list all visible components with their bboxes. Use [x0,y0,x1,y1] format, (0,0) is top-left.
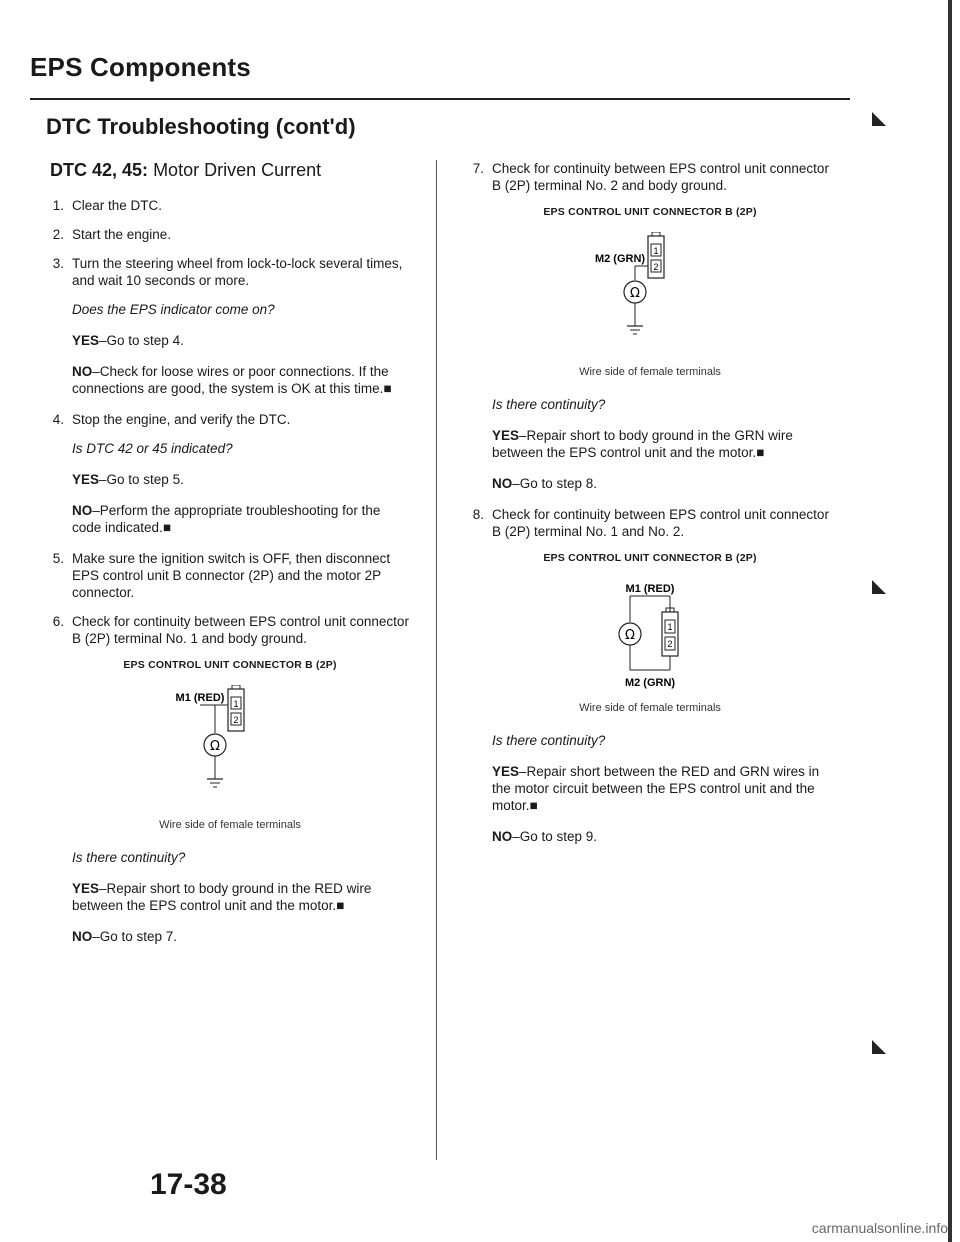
connector-diagram-step7 [470,232,830,362]
question-4: Is DTC 42 or 45 indicated? [72,441,233,456]
answer-yes-3: YES–Go to step 4. [72,333,184,348]
corner-mark-icon [872,112,886,126]
step-number: 5. [52,551,64,566]
answer-text: Go to step 8. [519,476,598,491]
answer-yes-7: YES–Repair short to body ground in the GRN wire between the EPS control unit and the motor.■ [492,428,793,460]
terminal-1: 1 [653,246,659,256]
answer-yes-8: YES–Repair short between the RED and GRN wires in the motor circuit between the EPS control unit and the motor.■ [492,764,820,813]
ground-icon [207,779,223,787]
yes-label: YES [72,881,100,896]
title-rule [30,98,850,100]
step-number: 2. [52,227,64,242]
no-label: NO [492,829,513,844]
terminal-2: 2 [667,639,673,649]
connector-title: EPS CONTROL UNIT CONNECTOR B (2P) [123,659,337,671]
ohmmeter-icon [624,281,646,303]
answer-yes-4: YES–Go to step 5. [72,472,184,487]
step-4 [50,411,410,428]
step-text: Check for continuity between EPS control unit connector B (2P) terminal No. 2 and body ground. [492,161,829,193]
answer-no-3: NO–Check for loose wires or poor connections. If the connections are good, the system is OK at this time.■ [72,364,392,396]
answer-text: Go to step 9. [519,829,598,844]
question-7: Is there continuity? [492,397,606,412]
ohmmeter-icon [619,623,641,645]
connector-caption: Wire side of female terminals [159,819,301,831]
connector-face-icon [662,608,678,656]
yes-label: YES [492,764,520,779]
connector-diagram-step6 [50,685,410,815]
column-divider [436,160,437,1160]
yes-label: YES [72,472,100,487]
terminal-2: 2 [233,715,239,725]
connector-caption: Wire side of female terminals [579,702,721,714]
connector-caption: Wire side of female terminals [579,366,721,378]
left-column [50,160,410,959]
ohm-symbol: Ω [210,739,220,754]
page-number: 17-38 [150,1168,227,1201]
step-number: 4. [52,412,64,427]
answer-text: Go to step 5. [106,472,184,487]
connector-face-icon [648,232,664,278]
question-6: Is there continuity? [72,850,186,865]
watermark: carmanualsonline.info [811,1220,948,1236]
corner-mark-icon [872,1040,886,1054]
right-column [470,160,830,859]
answer-no-7: NO–Go to step 8. [492,476,598,491]
terminal-1: 1 [667,622,673,632]
step-number: 6. [52,614,64,629]
ohm-symbol: Ω [625,628,635,643]
corner-mark-icon [872,580,886,594]
step-text: Clear the DTC. [72,198,163,213]
answer-text: Repair short to body ground in the GRN wire between the EPS control unit and the motor.■ [492,428,793,460]
no-label: NO [72,929,93,944]
step-text: Make sure the ignition switch is OFF, then disconnect EPS control unit B connector (2P) and the motor 2P connector. [72,551,391,600]
question-8: Is there continuity? [492,733,606,748]
ohmmeter-icon [204,734,226,756]
step-7 [470,160,830,194]
answer-no-4: NO–Perform the appropriate troubleshooting for the code indicated.■ [72,503,381,535]
step-2 [50,226,410,243]
dtc-name: Motor Driven Current [153,160,322,180]
answer-text: Check for loose wires or poor connections. If the connections are good, the system is OK at this time.■ [72,364,392,396]
no-label: NO [492,476,513,491]
wire-label-m1: M1 (RED) [175,692,225,704]
no-label: NO [72,503,93,518]
answer-no-8: NO–Go to step 9. [492,829,598,844]
wire-label-m2: M2 (GRN) [594,253,646,265]
answer-text: Repair short to body ground in the RED wire between the EPS control unit and the motor.■ [72,881,372,913]
step-text: Check for continuity between EPS control unit connector B (2P) terminal No. 1 and No. 2. [492,507,829,539]
connector-title: EPS CONTROL UNIT CONNECTOR B (2P) [543,206,757,218]
answer-yes-6: YES–Repair short to body ground in the RED wire between the EPS control unit and the motor.■ [72,881,372,913]
connector-face-icon [228,685,244,731]
step-8 [470,506,830,540]
step-number: 8. [472,507,484,522]
section-title: DTC Troubleshooting (cont'd) [46,114,356,139]
step-6 [50,613,410,647]
step-3 [50,255,410,289]
terminal-2: 2 [653,262,659,272]
answer-text: Perform the appropriate troubleshooting for the code indicated.■ [72,503,381,535]
connector-diagram-step8 [470,578,830,698]
wire-label-m2: M2 (GRN) [624,677,676,689]
step-text: Stop the engine, and verify the DTC. [72,412,291,427]
terminal-1: 1 [233,699,239,709]
step-number: 3. [52,256,64,271]
ohm-symbol: Ω [630,286,640,301]
binding-edge [948,0,952,1242]
step-text: Check for continuity between EPS control unit connector B (2P) terminal No. 1 and body ground. [72,614,409,646]
step-text: Turn the steering wheel from lock-to-lock several times, and wait 10 seconds or more. [72,256,403,288]
answer-text: Repair short between the RED and GRN wires in the motor circuit between the EPS control unit and the motor.■ [492,764,820,813]
answer-no-6: NO–Go to step 7. [72,929,178,944]
yes-label: YES [72,333,100,348]
step-5 [50,550,410,601]
step-1 [50,197,410,214]
step-number: 1. [52,198,64,213]
wire-label-m1: M1 (RED) [625,583,675,595]
no-label: NO [72,364,93,379]
step-text: Start the engine. [72,227,172,242]
answer-text: Go to step 7. [99,929,178,944]
question-3: Does the EPS indicator come on? [72,302,275,317]
dtc-heading [50,160,410,181]
dtc-code: DTC 42, 45: [50,160,149,180]
step-number: 7. [472,161,484,176]
connector-title: EPS CONTROL UNIT CONNECTOR B (2P) [543,552,757,564]
yes-label: YES [492,428,520,443]
page-title: EPS Components [30,52,251,82]
answer-text: Go to step 4. [106,333,184,348]
ground-icon [627,326,643,334]
